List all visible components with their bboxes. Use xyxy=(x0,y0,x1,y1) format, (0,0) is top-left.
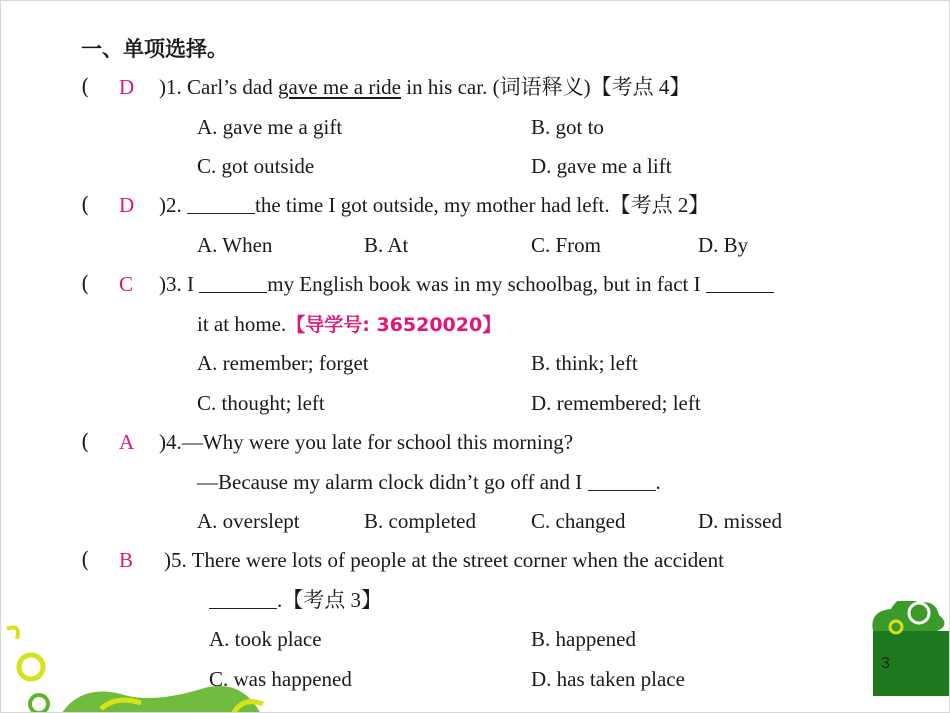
question-1-underlined-phrase: gave me a ride xyxy=(277,75,402,99)
green-ring-icon xyxy=(30,695,48,713)
question-3-text-mid: my English book was in my schoolbag, but in fact I xyxy=(267,272,706,296)
question-3-number: )3. xyxy=(159,272,182,296)
q5-option-b: B. happened xyxy=(531,627,636,651)
decorative-swirls xyxy=(1,601,950,713)
q2-option-c: C. From xyxy=(531,233,602,257)
question-5-text: There were lots of people at the street corner when the accident xyxy=(191,548,724,572)
q2-option-b: B. At xyxy=(364,233,409,257)
question-4-text: —Why were you late for school this morning? xyxy=(181,430,574,454)
question-4-number: )4. xyxy=(159,430,182,454)
answer-bracket-open: ( xyxy=(81,75,90,99)
green-wave-icon xyxy=(61,686,261,713)
question-2-text: the time I got outside, my mother had left.【考点 2】 xyxy=(255,193,710,217)
answer-bracket-open: ( xyxy=(81,548,90,572)
question-1-text: Carl’s dad xyxy=(187,75,278,99)
question-1-stem xyxy=(159,73,690,101)
q1-option-b: B. got to xyxy=(531,115,604,139)
question-2-number: )2. xyxy=(159,193,182,217)
question-5-stem xyxy=(164,546,724,574)
q2-option-d: D. By xyxy=(698,233,749,257)
page-number: 3 xyxy=(881,655,890,672)
question-5-text-end: .【考点 3】 xyxy=(277,588,382,612)
answer-blank xyxy=(199,272,267,293)
question-4-stem xyxy=(159,428,573,456)
answer-q2: D xyxy=(119,193,135,217)
question-1-text-end: in his car. (词语释义)【考点 4】 xyxy=(401,75,691,99)
q2-option-a: A. When xyxy=(197,233,273,257)
answer-bracket-open: ( xyxy=(81,430,90,454)
yellow-curl-icon xyxy=(7,627,18,639)
guide-number-tag: 【导学号: 36520020】 xyxy=(286,314,502,336)
answer-blank xyxy=(588,470,656,491)
question-4-stem-line2 xyxy=(197,468,661,496)
question-3-text: I xyxy=(187,272,200,296)
answer-blank xyxy=(187,193,255,214)
q1-option-c: C. got outside xyxy=(197,154,315,178)
q4-option-c: C. changed xyxy=(531,509,626,533)
answer-q4: A xyxy=(119,430,135,454)
question-4-text-reply: —Because my alarm clock didn’t go off and I xyxy=(197,470,588,494)
q5-option-c: C. was happened xyxy=(209,667,352,691)
question-3-stem xyxy=(159,270,774,298)
question-1-number: )1. xyxy=(159,75,182,99)
q3-option-d: D. remembered; left xyxy=(531,391,701,415)
answer-q3: C xyxy=(119,272,134,296)
q1-option-d: D. gave me a lift xyxy=(531,154,672,178)
answer-bracket-open: ( xyxy=(81,272,90,296)
answer-q1: D xyxy=(119,75,135,99)
question-3-stem-line2 xyxy=(197,310,501,339)
q4-option-d: D. missed xyxy=(698,509,782,533)
answer-blank xyxy=(706,272,774,293)
q4-option-b: B. completed xyxy=(364,509,476,533)
question-2-stem xyxy=(159,191,709,219)
answer-bracket-open: ( xyxy=(81,193,90,217)
q3-option-a: A. remember; forget xyxy=(197,351,369,375)
q4-option-a: A. overslept xyxy=(197,509,300,533)
question-5-number: )5. xyxy=(164,548,187,572)
q1-option-a: A. gave me a gift xyxy=(197,115,343,139)
q3-option-b: B. think; left xyxy=(531,351,638,375)
q5-option-a: A. took place xyxy=(209,627,322,651)
yellow-ring-icon xyxy=(19,655,43,679)
question-3-text-end: it at home. xyxy=(197,312,287,336)
q3-option-c: C. thought; left xyxy=(197,391,325,415)
q5-option-d: D. has taken place xyxy=(531,667,685,691)
question-4-text-end: . xyxy=(655,470,661,494)
section-title: 一、单项选择。 xyxy=(81,37,228,61)
answer-q5: B xyxy=(119,548,134,572)
